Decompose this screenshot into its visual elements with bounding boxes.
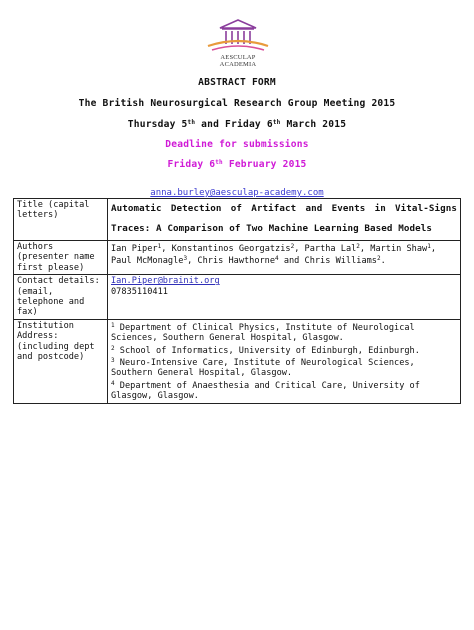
authors-label: Authors (presenter name first please) [14,241,108,275]
contact-email-link[interactable]: anna.burley@aesculap-academy.com [150,188,324,198]
author-name: Chris Williams [304,256,377,267]
dates-sup-1: th [187,119,196,126]
author-name: Konstantinos Georgatzis [171,244,291,254]
logo-line-1: AESCULAP [220,54,256,61]
deadline-part-1: Friday 6 [167,159,216,170]
author-name: Partha Lal [304,244,357,254]
institution-num: 2 [111,344,115,352]
author-name: Chris Hawthorne [197,256,276,267]
dates-part-3: March 2015 [280,119,347,130]
contact-phone: 07835110411 [111,286,168,297]
institution-num: 1 [111,321,115,329]
author-separator: , [430,244,437,254]
dates-part-1: Thursday 5 [127,119,188,130]
meeting-title: The British Neurosurgical Research Group Meeting 2015 [78,98,396,109]
institution-text: School of Informatics, University of Edinburgh, Edinburgh. [114,345,420,356]
deadline-sup: th [215,159,223,166]
deadline-part-2: February 2015 [222,159,307,170]
authors-row [14,241,461,275]
dates-sup-2: th [272,119,281,126]
aesculap-academia-logo [198,16,278,74]
logo-line-2: ACADEMIA [219,61,257,68]
abstract-form-table [13,198,461,404]
institution-text: Department of Clinical Physics, Institute of Neurological Sciences, Southern General Hospital, Glasgow. [111,322,415,344]
dates-part-2: and Friday 6 [195,119,273,130]
title-label: Title (capital letters) [14,199,108,241]
institution-row [14,319,461,403]
institution-num: 4 [111,379,115,387]
author-affil-sup: 2 [290,243,295,250]
author-affil-sup: 2 [376,255,381,263]
author-name: Paul McMonagle [111,256,184,267]
deadline-date [0,159,474,170]
author-separator: . [380,256,386,267]
institution-item [111,344,457,356]
contact-value[interactable] [108,275,461,320]
author-separator: and [278,256,305,267]
institution-item [111,356,457,379]
logo-wordmark [198,54,278,68]
institution-label: Institution Address: (including dept and postcode) [14,319,108,403]
meeting-dates [0,119,474,130]
contact-row [14,275,461,320]
author-affil-sup: 4 [275,255,279,263]
author-name: Ian Piper [111,244,158,254]
author-name: Martin Shaw [370,244,428,254]
contact-label: Contact details: (email, telephone and fax) [14,275,108,320]
deadline-label: Deadline for submissions [165,139,309,150]
institution-item [111,379,457,402]
author-separator: , [359,244,371,254]
institution-text: Department of Anaesthesia and Critical Care, University of Glasgow, Glasgow. [111,380,420,402]
author-affil-sup: 1 [157,243,162,250]
author-affil-sup: 2 [356,243,360,250]
title-value[interactable]: Automatic Detection of Artifact and Events in Vital-Signs Traces: A Comparison of Two Machine Learning Based Models [108,199,461,241]
institution-item [111,321,457,344]
institution-text: Neuro-Intensive Care, Institute of Neurological Sciences, Southern General Hospital, Glasgow. [111,358,415,379]
author-separator: , [187,256,198,267]
contact-email-line [0,180,474,199]
authors-value[interactable] [108,241,461,275]
contact-email[interactable]: Ian.Piper@brainit.org [111,276,220,287]
author-separator: , [161,244,172,254]
title-row [14,199,461,241]
temple-icon [198,16,278,54]
institution-num: 3 [111,357,115,365]
author-separator: , [294,244,305,254]
author-affil-sup: 1 [427,243,431,250]
form-title: ABSTRACT FORM [198,77,276,88]
institution-value[interactable] [108,319,461,403]
author-affil-sup: 3 [183,255,188,263]
